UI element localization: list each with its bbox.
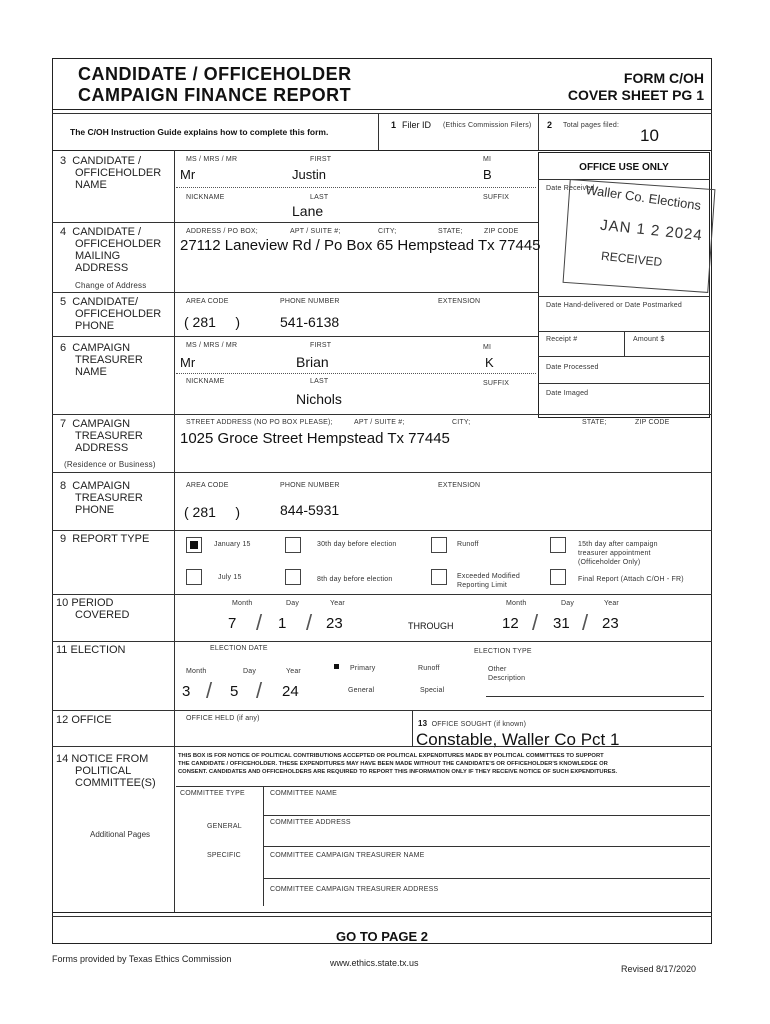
sec14-label: 14 NOTICE FROM POLITICAL COMMITTEE(S) <box>56 753 156 789</box>
checkbox-exceeded-limit[interactable] <box>431 569 447 585</box>
treasurer-first-name[interactable]: Brian <box>296 354 329 370</box>
filer-id-label: Filer ID <box>402 120 431 130</box>
stamp-received: RECEIVED <box>600 248 663 270</box>
treasurer-area-code[interactable]: ( 281 ) <box>184 504 241 520</box>
period-to-month[interactable]: 12 <box>502 615 519 632</box>
candidate-last-name[interactable]: Lane <box>292 203 324 219</box>
sec12-label: 12 OFFICE <box>56 714 112 726</box>
sec5-label: 5 CANDIDATE/ OFFICEHOLDER PHONE <box>60 296 162 332</box>
period-to-day[interactable]: 31 <box>553 615 570 632</box>
through-label: THROUGH <box>408 621 454 631</box>
sec3-label: 3 CANDIDATE / OFFICEHOLDER NAME <box>60 155 162 191</box>
committee-notice: THIS BOX IS FOR NOTICE OF POLITICAL CONTRIBUTIONS ACCEPTED OR POLITICAL EXPENDITURES MADE BY POLITICAL COMMITTEES TO SUPPORT THE CANDIDATE / OFFICEHOLDER. THESE EXPENDITURES MAY HAVE BEEN MADE WITHOUT THE CANDIDATE'S OR OFFICEHOLDER'S KNOWLEDGE OR CONSENT. CANDIDATES AND OFFICEHOLDERS ARE REQUIRED TO REPORT THIS INFORMATION ONLY IF THEY RECEIVE NOTICE OF SUCH EXPENDITURES. <box>178 753 618 775</box>
footer-url[interactable]: www.ethics.state.tx.us <box>330 958 419 968</box>
candidate-title[interactable]: Mr <box>180 167 196 182</box>
stamp-date: JAN 1 2 2024 <box>599 216 704 245</box>
go-to-page-2: GO TO PAGE 2 <box>336 929 428 944</box>
sec7-label: 7 CAMPAIGN TREASURER ADDRESS <box>60 418 143 454</box>
stamp-county: Waller Co. Elections <box>584 181 703 214</box>
checkbox-8th-day[interactable] <box>285 569 301 585</box>
election-day[interactable]: 5 <box>230 683 239 700</box>
sec8-label: 8 CAMPAIGN TREASURER PHONE <box>60 480 143 516</box>
treasurer-title[interactable]: Mr <box>180 355 196 370</box>
period-from-year[interactable]: 23 <box>326 615 343 632</box>
treasurer-last-name[interactable]: Nichols <box>296 391 342 407</box>
primary-mark[interactable] <box>334 664 339 669</box>
checkbox-30th-day[interactable] <box>285 537 301 553</box>
checkbox-15th-day[interactable] <box>550 537 566 553</box>
election-month[interactable]: 3 <box>182 683 191 700</box>
period-from-month[interactable]: 7 <box>228 615 237 632</box>
checkbox-january-15[interactable] <box>186 537 202 553</box>
form-id: FORM C/OH <box>623 70 704 86</box>
instruction-note: The C/OH Instruction Guide explains how to complete this form. <box>70 127 329 137</box>
form-title-line2: CAMPAIGN FINANCE REPORT <box>78 85 352 105</box>
period-to-year[interactable]: 23 <box>602 615 619 632</box>
sec4-label: 4 CANDIDATE / OFFICEHOLDER MAILING ADDRESS <box>60 226 162 274</box>
candidate-mi[interactable]: B <box>483 167 492 182</box>
candidate-address[interactable]: 27112 Laneview Rd / Po Box 65 Hempstead Tx 77445 <box>180 237 541 254</box>
total-pages-label: Total pages filed: <box>563 122 620 129</box>
office-sought[interactable]: Constable, Waller Co Pct 1 <box>416 730 620 749</box>
candidate-first-name[interactable]: Justin <box>292 167 326 182</box>
treasurer-phone[interactable]: 844-5931 <box>280 502 340 518</box>
total-pages-value[interactable]: 10 <box>640 126 659 145</box>
footer-revised: Revised 8/17/2020 <box>621 964 697 974</box>
office-use-title: OFFICE USE ONLY <box>579 162 669 173</box>
election-year[interactable]: 24 <box>282 683 299 700</box>
treasurer-mi[interactable]: K <box>485 355 494 370</box>
checkbox-runoff[interactable] <box>431 537 447 553</box>
sec10-label: 10 PERIOD COVERED <box>56 597 130 621</box>
sec9-label: 9 REPORT TYPE <box>60 533 150 545</box>
form-title-line1: CANDIDATE / OFFICEHOLDER <box>78 64 352 84</box>
candidate-phone[interactable]: 541-6138 <box>280 314 340 330</box>
checkbox-final-report[interactable] <box>550 569 566 585</box>
period-from-day[interactable]: 1 <box>278 615 287 632</box>
candidate-area-code[interactable]: ( 281 ) <box>184 314 241 330</box>
treasurer-address[interactable]: 1025 Groce Street Hempstead Tx 77445 <box>180 430 450 447</box>
sec6-label: 6 CAMPAIGN TREASURER NAME <box>60 342 143 378</box>
form-page: COVER SHEET PG 1 <box>567 87 704 103</box>
sec11-label: 11 ELECTION <box>56 644 126 656</box>
footer-provided: Forms provided by Texas Ethics Commission <box>52 954 232 964</box>
checkbox-july-15[interactable] <box>186 569 202 585</box>
